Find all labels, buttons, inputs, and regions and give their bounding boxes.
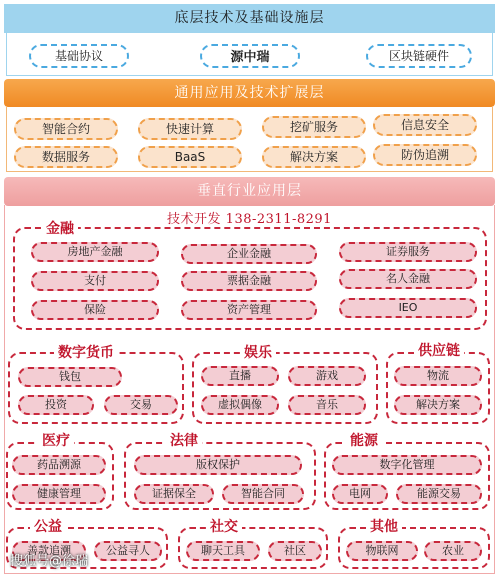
vertical-layer-header (4, 177, 495, 206)
medical-item-health: 健康管理 (12, 484, 106, 504)
other-item-iot: 物联网 (346, 541, 418, 561)
social-item-chat: 聊天工具 (186, 541, 260, 561)
base-item-yuanzhongrui: 源中瑞 (200, 44, 300, 68)
currency-title: 数字货币 (54, 342, 118, 362)
finance-item-insurance: 保险 (31, 300, 159, 320)
currency-item-wallet: 钱包 (18, 367, 122, 387)
general-item-fast-compute: 快速计算 (138, 118, 242, 140)
base-item-hardware: 区块链硬件 (366, 44, 472, 68)
vertical-layer-title: 垂直行业应用层 (197, 183, 302, 199)
general-item-traceability: 防伪追溯 (373, 144, 477, 166)
finance-item-celebrity: 名人金融 (339, 269, 477, 289)
law-item-smart-contract: 智能合同 (222, 484, 304, 504)
other-item-agriculture: 农业 (424, 541, 482, 561)
medical-item-drug-trace: 药品溯源 (12, 455, 106, 475)
base-layer-title: 底层技术及基础设施层 (174, 10, 325, 26)
general-layer-title: 通用应用及技术扩展层 (174, 85, 325, 101)
contact-text: 技术开发 138-2311-8291 (167, 212, 332, 227)
law-item-copyright: 版权保护 (134, 455, 302, 475)
law-title: 法律 (166, 430, 202, 450)
finance-item-ieo: IEO (339, 298, 477, 318)
watermark-text: 搜狐号@徐瑞 (10, 554, 89, 569)
general-item-mining: 挖矿服务 (262, 116, 366, 138)
supply-item-solution: 解决方案 (394, 395, 482, 415)
social-item-community: 社区 (268, 541, 322, 561)
energy-item-trade: 能源交易 (396, 484, 482, 504)
finance-title: 金融 (42, 218, 78, 238)
welfare-item-find-people: 公益寻人 (94, 541, 162, 561)
finance-item-securities: 证券服务 (339, 242, 477, 262)
currency-item-invest: 投资 (18, 395, 94, 415)
other-title: 其他 (366, 516, 402, 536)
entertainment-item-idol: 虚拟偶像 (201, 395, 279, 415)
finance-item-enterprise: 企业金融 (181, 244, 317, 264)
currency-item-trade: 交易 (104, 395, 178, 415)
law-item-evidence: 证据保全 (134, 484, 214, 504)
supply-title: 供应链 (414, 340, 464, 360)
energy-item-digital-mgmt: 数字化管理 (332, 455, 482, 475)
entertainment-item-game: 游戏 (288, 366, 366, 386)
general-item-baas: BaaS (138, 146, 242, 168)
entertainment-item-music: 音乐 (288, 395, 366, 415)
base-item-protocol: 基础协议 (29, 44, 129, 68)
welfare-item-donation-trace: 善款追溯 (12, 541, 86, 561)
welfare-title: 公益 (30, 516, 66, 536)
entertainment-title: 娱乐 (240, 342, 276, 362)
finance-item-bills: 票据金融 (181, 271, 317, 291)
medical-title: 医疗 (38, 430, 74, 450)
general-item-infosec: 信息安全 (373, 114, 477, 136)
general-item-solution: 解决方案 (262, 146, 366, 168)
finance-item-payment: 支付 (31, 271, 159, 291)
general-layer-header (4, 79, 495, 107)
social-title: 社交 (206, 516, 242, 536)
base-layer-header (4, 4, 495, 33)
entertainment-item-live: 直播 (201, 366, 279, 386)
supply-item-logistics: 物流 (394, 366, 482, 386)
finance-item-real-estate: 房地产金融 (31, 242, 159, 262)
general-item-smart-contract: 智能合约 (14, 118, 118, 140)
energy-title: 能源 (346, 430, 382, 450)
finance-item-asset-mgmt: 资产管理 (181, 300, 317, 320)
energy-item-grid: 电网 (332, 484, 388, 504)
general-item-data-service: 数据服务 (14, 146, 118, 168)
